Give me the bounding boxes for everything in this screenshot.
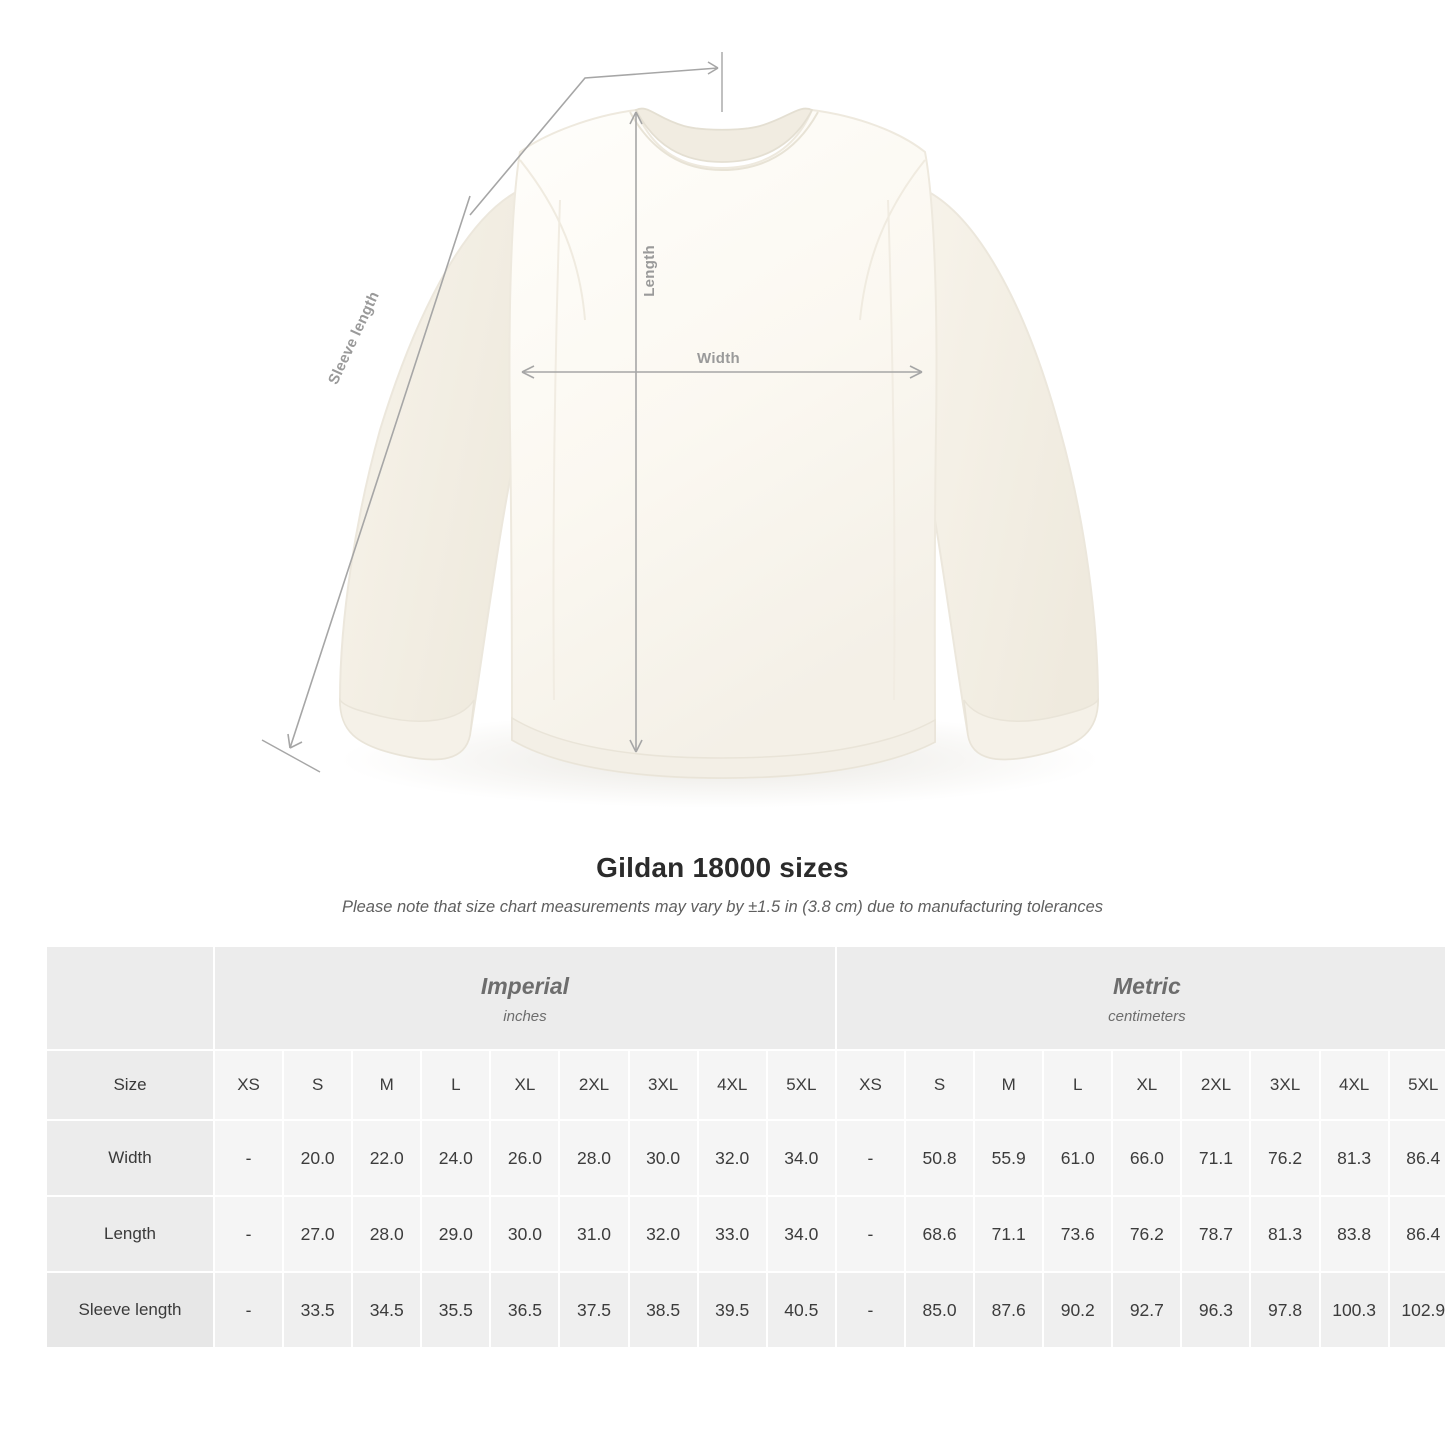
sleeve-imperial-l: 35.5 xyxy=(421,1272,490,1348)
length-imperial-s: 27.0 xyxy=(283,1196,352,1272)
header-metric-3xl: 3XL xyxy=(1250,1050,1319,1120)
width-metric-3xl: 76.2 xyxy=(1250,1120,1319,1196)
sleeve-length-label: Sleeve length xyxy=(325,288,383,388)
width-metric-xl: 66.0 xyxy=(1112,1120,1181,1196)
width-label: Width xyxy=(697,350,741,367)
row-label-width: Width xyxy=(46,1120,214,1196)
width-imperial-4xl: 32.0 xyxy=(698,1120,767,1196)
length-metric-5xl: 86.4 xyxy=(1389,1196,1445,1272)
length-metric-s: 68.6 xyxy=(905,1196,974,1272)
length-metric-xs: - xyxy=(836,1196,905,1272)
sleeve-imperial-4xl: 39.5 xyxy=(698,1272,767,1348)
header-metric-5xl: 5XL xyxy=(1389,1050,1445,1120)
row-label-sleeve-length: Sleeve length xyxy=(46,1272,214,1348)
width-imperial-xl: 26.0 xyxy=(490,1120,559,1196)
sleeve-metric-5xl: 102.9 xyxy=(1389,1272,1445,1348)
length-metric-m: 71.1 xyxy=(974,1196,1043,1272)
header-imperial-3xl: 3XL xyxy=(629,1050,698,1120)
table-row xyxy=(46,1272,1445,1348)
sleeve-imperial-5xl: 40.5 xyxy=(767,1272,836,1348)
width-metric-xs: - xyxy=(836,1120,905,1196)
header-metric-xl: XL xyxy=(1112,1050,1181,1120)
header-metric-2xl: 2XL xyxy=(1181,1050,1250,1120)
unit-group-metric: Metric centimeters xyxy=(836,946,1445,1050)
unit-group-imperial: Imperial inches xyxy=(214,946,836,1050)
width-imperial-5xl: 34.0 xyxy=(767,1120,836,1196)
sleeve-imperial-s: 33.5 xyxy=(283,1272,352,1348)
header-imperial-2xl: 2XL xyxy=(559,1050,628,1120)
header-metric-xs: XS xyxy=(836,1050,905,1120)
width-imperial-xs: - xyxy=(214,1120,283,1196)
length-imperial-4xl: 33.0 xyxy=(698,1196,767,1272)
length-imperial-m: 28.0 xyxy=(352,1196,421,1272)
length-metric-4xl: 83.8 xyxy=(1320,1196,1389,1272)
header-imperial-l: L xyxy=(421,1050,490,1120)
header-imperial-s: S xyxy=(283,1050,352,1120)
unit-header-spacer xyxy=(46,946,214,1050)
width-imperial-3xl: 30.0 xyxy=(629,1120,698,1196)
length-metric-l: 73.6 xyxy=(1043,1196,1112,1272)
length-imperial-5xl: 34.0 xyxy=(767,1196,836,1272)
width-metric-l: 61.0 xyxy=(1043,1120,1112,1196)
header-imperial-4xl: 4XL xyxy=(698,1050,767,1120)
width-metric-2xl: 71.1 xyxy=(1181,1120,1250,1196)
length-imperial-l: 29.0 xyxy=(421,1196,490,1272)
length-imperial-2xl: 31.0 xyxy=(559,1196,628,1272)
sleeve-metric-xs: - xyxy=(836,1272,905,1348)
sleeve-metric-s: 85.0 xyxy=(905,1272,974,1348)
size-header-row xyxy=(46,1050,1445,1120)
sleeve-metric-l: 90.2 xyxy=(1043,1272,1112,1348)
table-row xyxy=(46,1120,1445,1196)
size-chart-table xyxy=(45,945,1445,1349)
length-metric-xl: 76.2 xyxy=(1112,1196,1181,1272)
sleeve-metric-xl: 92.7 xyxy=(1112,1272,1181,1348)
sleeve-metric-3xl: 97.8 xyxy=(1250,1272,1319,1348)
row-label-length: Length xyxy=(46,1196,214,1272)
width-imperial-2xl: 28.0 xyxy=(559,1120,628,1196)
table-row xyxy=(46,1196,1445,1272)
header-imperial-5xl: 5XL xyxy=(767,1050,836,1120)
unit-header-row xyxy=(46,946,1445,1050)
sleeve-imperial-xl: 36.5 xyxy=(490,1272,559,1348)
header-metric-m: M xyxy=(974,1050,1043,1120)
header-imperial-xl: XL xyxy=(490,1050,559,1120)
header-imperial-m: M xyxy=(352,1050,421,1120)
header-metric-s: S xyxy=(905,1050,974,1120)
sleeve-imperial-xs: - xyxy=(214,1272,283,1348)
length-imperial-3xl: 32.0 xyxy=(629,1196,698,1272)
length-metric-2xl: 78.7 xyxy=(1181,1196,1250,1272)
page-title: Gildan 18000 sizes xyxy=(596,852,849,883)
header-size-label: Size xyxy=(46,1050,214,1120)
size-chart-table-wrapper xyxy=(45,945,1445,1349)
tolerance-note: Please note that size chart measurements may vary by ±1.5 in (3.8 cm) due to manufacturing tolerances xyxy=(341,898,1104,916)
sleeve-metric-m: 87.6 xyxy=(974,1272,1043,1348)
width-imperial-m: 22.0 xyxy=(352,1120,421,1196)
sleeve-imperial-m: 34.5 xyxy=(352,1272,421,1348)
width-metric-m: 55.9 xyxy=(974,1120,1043,1196)
width-imperial-s: 20.0 xyxy=(283,1120,352,1196)
sleeve-imperial-3xl: 38.5 xyxy=(629,1272,698,1348)
width-metric-5xl: 86.4 xyxy=(1389,1120,1445,1196)
width-metric-4xl: 81.3 xyxy=(1320,1120,1389,1196)
sleeve-metric-4xl: 100.3 xyxy=(1320,1272,1389,1348)
width-metric-s: 50.8 xyxy=(905,1120,974,1196)
length-imperial-xl: 30.0 xyxy=(490,1196,559,1272)
length-label: Length xyxy=(641,245,658,297)
header-imperial-xs: XS xyxy=(214,1050,283,1120)
title-block xyxy=(0,852,1445,917)
length-imperial-xs: - xyxy=(214,1196,283,1272)
length-metric-3xl: 81.3 xyxy=(1250,1196,1319,1272)
header-metric-l: L xyxy=(1043,1050,1112,1120)
sleeve-metric-2xl: 96.3 xyxy=(1181,1272,1250,1348)
width-imperial-l: 24.0 xyxy=(421,1120,490,1196)
header-metric-4xl: 4XL xyxy=(1320,1050,1389,1120)
sleeve-imperial-2xl: 37.5 xyxy=(559,1272,628,1348)
